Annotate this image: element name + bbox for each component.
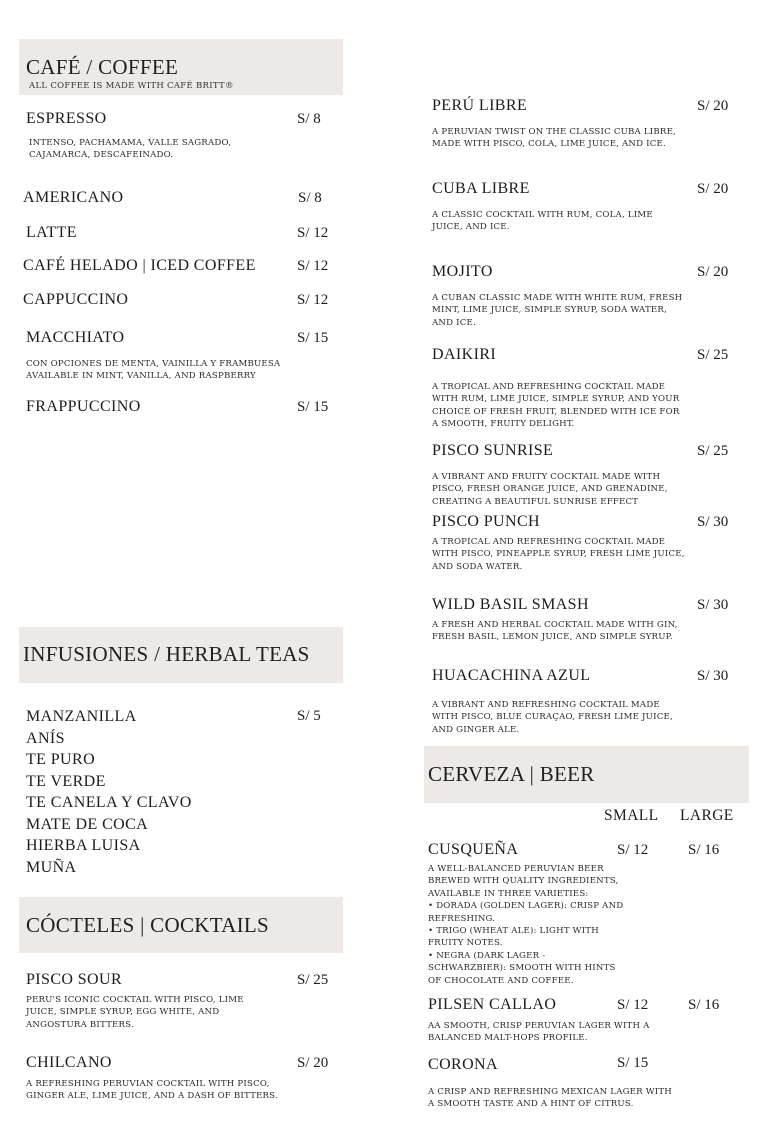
menu-item-price: S/ 30 [697, 597, 729, 613]
menu-item-description: A FRESH AND HERBAL COCKTAIL MADE WITH GIN, FRESH BASIL, LEMON JUICE, AND SIMPLE SYRUP. [432, 620, 678, 643]
menu-item-price: S/ 25 [697, 443, 729, 459]
teas-list [26, 706, 192, 878]
menu-item-price-small: S/ 12 [617, 997, 649, 1013]
menu-item-name: DAIKIRI [432, 346, 497, 363]
menu-item-description: A VIBRANT AND REFRESHING COCKTAIL MADE WITH PISCO, BLUE CURAÇAO, FRESH LIME JUICE, AND GINGER ALE. [432, 700, 673, 735]
menu-item-description: A TROPICAL AND REFRESHING COCKTAIL MADE WITH PISCO, PINEAPPLE SYRUP, FRESH LIME JUICE, AND SODA WATER. [432, 537, 685, 572]
menu-item-price: S/ 30 [697, 514, 729, 530]
menu-item-price: S/ 15 [297, 399, 329, 415]
menu-item-name: MOJITO [432, 263, 493, 280]
menu-item-name: CUBA LIBRE [432, 180, 530, 197]
menu-item-name: CUSQUEÑA [428, 841, 519, 858]
menu-item-description: A CLASSIC COCKTAIL WITH RUM, COLA, LIME JUICE, AND ICE. [432, 210, 653, 233]
menu-item-description: PERU'S ICONIC COCKTAIL WITH PISCO, LIME JUICE, SIMPLE SYRUP, EGG WHITE, AND ANGOSTURA BITTERS. [26, 995, 244, 1030]
list-item: MATE DE COCA [26, 815, 149, 833]
menu-item-description: CON OPCIONES DE MENTA, VAINILLA Y FRAMBUESA AVAILABLE IN MINT, VANILLA, AND RASPBERRY [26, 359, 281, 382]
menu-item-name: PISCO SOUR [26, 971, 123, 988]
coffee-section-subtitle: ALL COFFEE IS MADE WITH CAFÉ BRITT® [29, 81, 234, 91]
list-item: TE VERDE [26, 772, 106, 790]
menu-item-name: AMERICANO [23, 189, 124, 206]
menu-item-name: WILD BASIL SMASH [432, 596, 589, 613]
menu-item-price: S/ 15 [297, 330, 329, 346]
menu-item-price-small: S/ 12 [617, 842, 649, 858]
beer-section-title: CERVEZA | BEER [428, 762, 595, 786]
teas-section-title: INFUSIONES / HERBAL TEAS [23, 642, 310, 666]
menu-item-price-large: S/ 16 [688, 997, 720, 1013]
menu-item-price: S/ 12 [297, 258, 329, 274]
list-item: TE CANELA Y CLAVO [26, 794, 192, 811]
menu-item-price: S/ 25 [697, 347, 729, 363]
menu-item-name: PILSEN CALLAO [428, 996, 557, 1013]
menu-item-name: CAPPUCCINO [23, 291, 129, 308]
menu-item-price: S/ 12 [297, 292, 329, 308]
menu-item-price-small: S/ 15 [617, 1055, 649, 1071]
menu-item-price: S/ 20 [697, 98, 729, 114]
menu-item-name: CHILCANO [26, 1054, 112, 1071]
menu-item-name: CAFÉ HELADO | ICED COFFEE [23, 257, 256, 274]
menu-item-price: S/ 20 [697, 264, 729, 280]
menu-item-price: S/ 8 [298, 190, 322, 206]
list-item: HIERBA LUISA [26, 837, 141, 854]
list-item: MUÑA [26, 858, 77, 876]
menu-item-name: HUACACHINA AZUL [432, 667, 591, 684]
list-item: ANÍS [26, 729, 65, 747]
list-item: TE PURO [26, 751, 96, 768]
menu-item-price: S/ 12 [297, 225, 329, 241]
menu-item-description: A WELL-BALANCED PERUVIAN BEER BREWED WITH QUALITY INGREDIENTS, AVAILABLE IN THREE VARIETIES: • DORADA (GOLDEN LAGER): CRISP AND REFRESHING. • TRIGO (WHEAT ALE): LIGHT WITH FRUITY NOTES. • NEGRA (DARK LAGER - SCHWARZBIER): SMOOTH WITH HINTS OF CHOCOLATE AND COFFEE. [428, 864, 624, 986]
coffee-section-title: CAFÉ / COFFEE [26, 55, 179, 79]
column-header-large: LARGE [680, 807, 734, 824]
menu-item-description: A PERUVIAN TWIST ON THE CLASSIC CUBA LIBRE, MADE WITH PISCO, COLA, LIME JUICE, AND ICE. [432, 127, 676, 150]
menu-item-name: CORONA [428, 1056, 498, 1073]
menu-item-price-large: S/ 16 [688, 842, 720, 858]
menu-item-description: AA SMOOTH, CRISP PERUVIAN LAGER WITH A BALANCED MALT-HOPS PROFILE. [428, 1021, 650, 1044]
column-header-small: SMALL [604, 807, 659, 824]
cocktails-section-title: CÓCTELES | COCKTAILS [26, 913, 270, 937]
menu-item-name: PISCO PUNCH [432, 513, 540, 530]
menu-item-description: A TROPICAL AND REFRESHING COCKTAIL MADE WITH RUM, LIME JUICE, SIMPLE SYRUP, AND YOUR CHOICE OF FRESH FRUIT, BLENDED WITH ICE FOR A SMOOTH, FRUITY DELIGHT. [432, 382, 680, 430]
menu-item-name: MACCHIATO [26, 329, 125, 346]
menu-item-price: S/ 25 [297, 972, 329, 988]
menu-item-description: A CRISP AND REFRESHING MEXICAN LAGER WITH A SMOOTH TASTE AND A HINT OF CITRUS. [428, 1087, 672, 1110]
menu-item-price: S/ 30 [697, 668, 729, 684]
menu-item-price: S/ 8 [297, 111, 321, 127]
teas-price: S/ 5 [297, 708, 321, 724]
menu-item-name: FRAPPUCCINO [26, 398, 141, 415]
menu-item-price: S/ 20 [297, 1055, 329, 1071]
menu-item-description: A CUBAN CLASSIC MADE WITH WHITE RUM, FRESH MINT, LIME JUICE, SIMPLE SYRUP, SODA WATER, AND ICE. [432, 293, 683, 328]
menu-item-description: INTENSO, PACHAMAMA, VALLE SAGRADO, CAJAMARCA, DESCAFEINADO. [29, 138, 232, 161]
menu-item-price: S/ 20 [697, 181, 729, 197]
menu-item-name: ESPRESSO [26, 110, 107, 127]
menu-item-description: A REFRESHING PERUVIAN COCKTAIL WITH PISCO, GINGER ALE, LIME JUICE, AND A DASH OF BITTERS. [26, 1079, 278, 1102]
list-item: MANZANILLA [26, 708, 137, 725]
menu-item-name: LATTE [26, 224, 77, 241]
menu-item-name: PERÚ LIBRE [432, 97, 528, 114]
menu-item-name: PISCO SUNRISE [432, 442, 554, 459]
menu-item-description: A VIBRANT AND FRUITY COCKTAIL MADE WITH PISCO, FRESH ORANGE JUICE, AND GRENADINE, CREATING A BEAUTIFUL SUNRISE EFFECT [432, 472, 668, 507]
